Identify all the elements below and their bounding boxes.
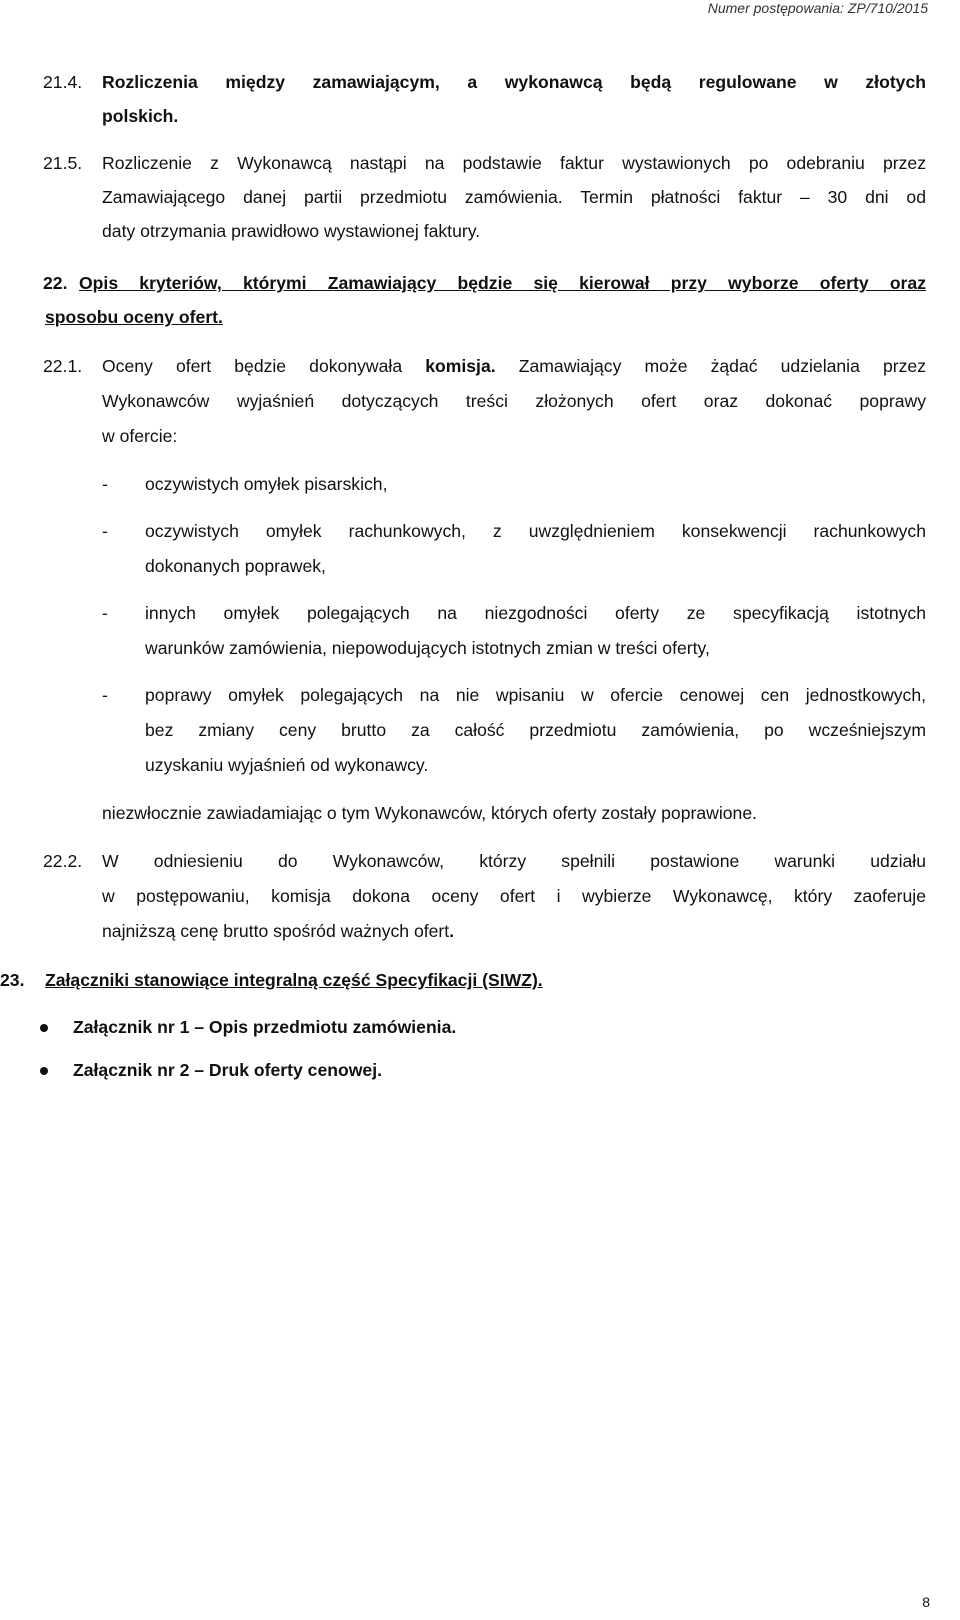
list-dash: - [102,603,108,623]
list-dash: - [102,521,108,541]
section-21-4-line-2: polskich. [102,106,179,126]
section-22-number: 22. [43,273,68,293]
section-23-number: 23. [0,970,25,990]
page-number: 8 [922,1594,930,1610]
list-item-4-line-3: uzyskaniu wyjaśnień od wykonawcy. [145,755,429,775]
bullet-icon [40,1067,48,1075]
section-22-2-line-1: W odniesieniu do Wykonawców, którzy spełnili postawione warunki udziału [102,851,926,871]
section-21-5-line-3: daty otrzymania prawidłowo wystawionej faktury. [102,221,481,241]
list-item-3-line-2: warunków zamówienia, niepowodujących istotnych zmian w treści oferty, [145,638,710,658]
bullet-icon [40,1024,48,1032]
section-22-title-line-2: sposobu oceny ofert. [45,307,223,327]
section-22-2-line-3: najniższą cenę brutto spośród ważnych ofert. [102,921,455,941]
list-item-2-line-1: oczywistych omyłek rachunkowych, z uwzględnieniem konsekwencji rachunkowych [145,521,926,541]
section-22-1-closing: niezwłocznie zawiadamiając o tym Wykonawców, których oferty zostały poprawione. [102,803,757,823]
list-item-4-line-2: bez zmiany ceny brutto za całość przedmiotu zamówienia, po wcześniejszym [145,720,926,740]
list-item-4-line-1: poprawy omyłek polegających na nie wpisaniu w ofercie cenowej cen jednostkowych, [145,685,926,705]
list-item-1-line-1: oczywistych omyłek pisarskich, [145,474,388,494]
section-21-5-line-1: Rozliczenie z Wykonawcą nastąpi na podstawie faktur wystawionych po odebraniu przez [102,153,926,173]
section-22-1-line-3: w ofercie: [102,426,178,446]
section-21-5-line-2: Zamawiającego danej partii przedmiotu zamówienia. Termin płatności faktur – 30 dni od [102,187,926,207]
attachment-1: Załącznik nr 1 – Opis przedmiotu zamówienia. [73,1017,457,1037]
section-22-2-line-2: w postępowaniu, komisja dokona oceny ofert i wybierze Wykonawcę, który zaoferuje [102,886,926,906]
attachment-2: Załącznik nr 2 – Druk oferty cenowej. [73,1060,382,1080]
section-22-2-number: 22.2. [43,851,83,871]
section-21-5-number: 21.5. [43,153,83,173]
section-22-1-number: 22.1. [43,356,83,376]
section-22-1-line-2: Wykonawców wyjaśnień dotyczących treści złożonych ofert oraz dokonać poprawy [102,391,926,411]
list-dash: - [102,685,108,705]
section-23-title: Załączniki stanowiące integralną część Specyfikacji (SIWZ). [45,970,543,990]
section-21-4-number: 21.4. [43,72,83,92]
list-dash: - [102,474,108,494]
list-item-3-line-1: innych omyłek polegających na niezgodności oferty ze specyfikacją istotnych [145,603,926,623]
section-22-1-line-1: Oceny ofert będzie dokonywała komisja. Zamawiający może żądać udzielania przez [102,356,926,376]
procedure-number: Numer postępowania: ZP/710/2015 [707,0,928,16]
section-22-title-line-1: Opis kryteriów, którymi Zamawiający będzie się kierował przy wyborze oferty oraz [79,273,926,293]
section-21-4-line-1: Rozliczenia między zamawiającym, a wykonawcą będą regulowane w złotych [102,72,926,92]
list-item-2-line-2: dokonanych poprawek, [145,556,326,576]
